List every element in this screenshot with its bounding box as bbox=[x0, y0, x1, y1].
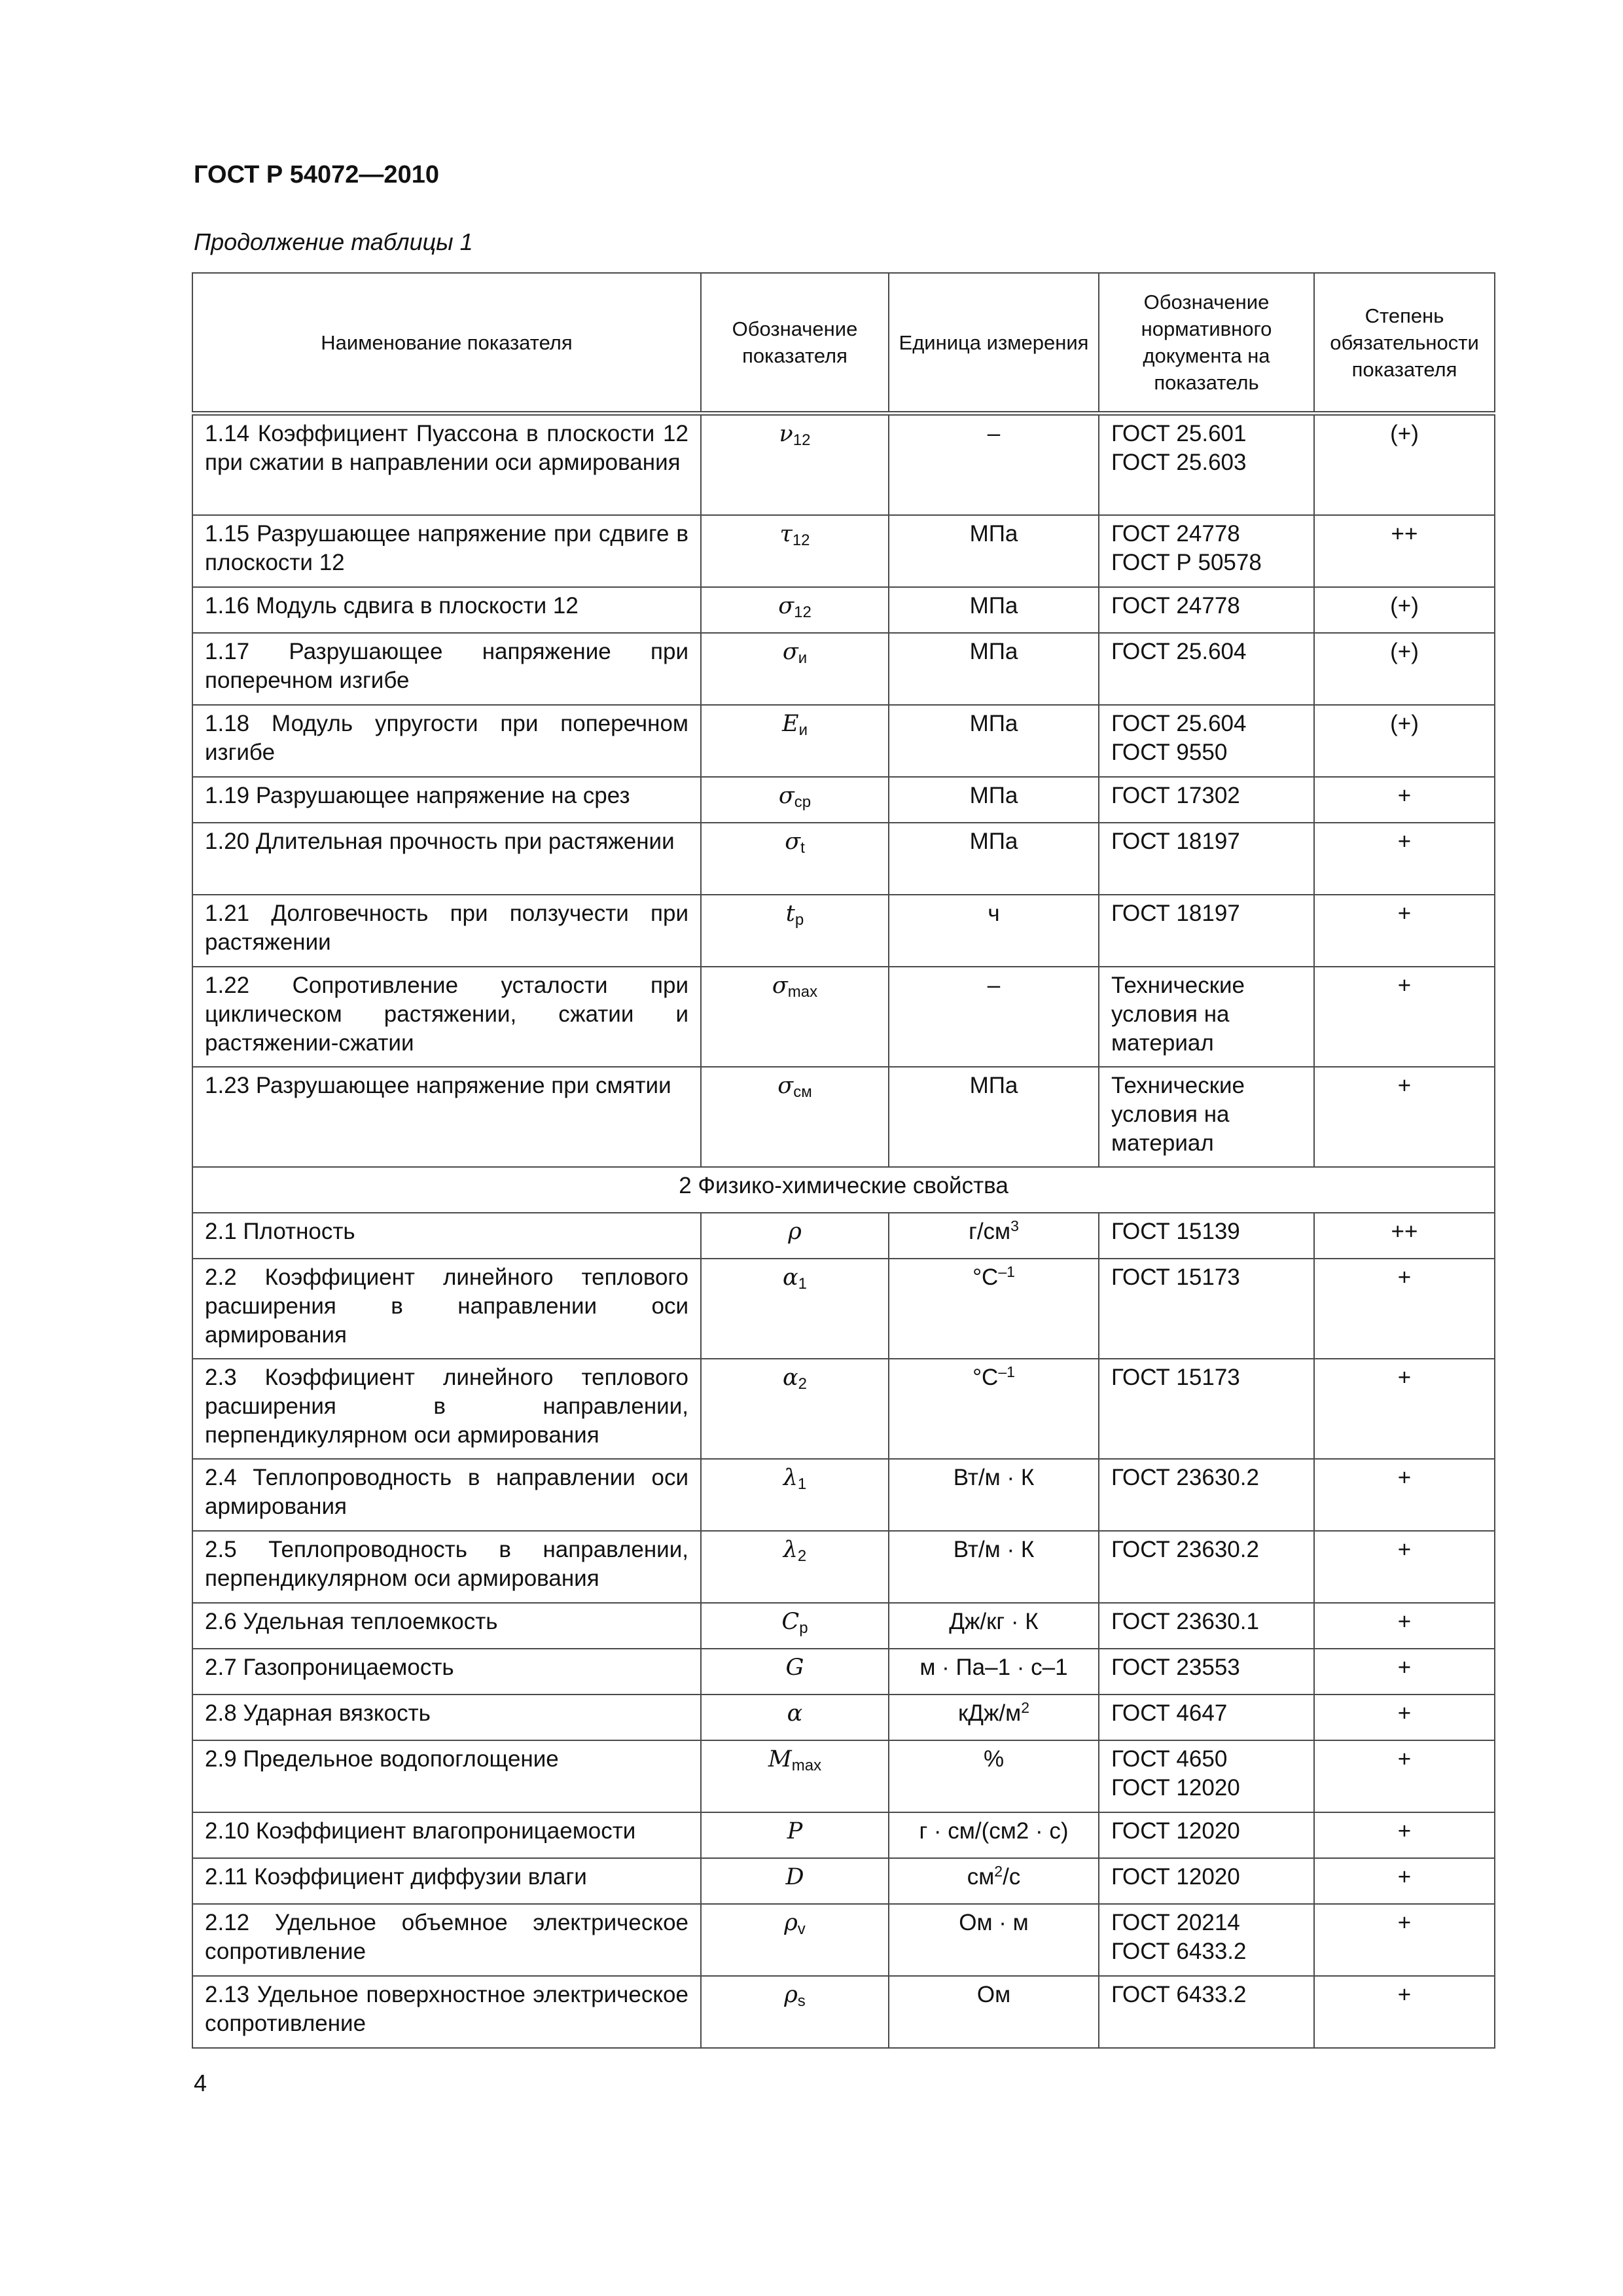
obligation-degree: + bbox=[1314, 1459, 1495, 1531]
indicator-symbol bbox=[701, 895, 889, 967]
symbol-base: D bbox=[785, 1863, 804, 1890]
indicator-name: 1.15 Разрушающее напряжение при сдвиге в плоскости 12 bbox=[192, 515, 701, 587]
symbol-base: t bbox=[785, 900, 795, 927]
indicator-name: 2.4 Теплопроводность в направлении оси армирования bbox=[192, 1459, 701, 1531]
standard-docs bbox=[1099, 1603, 1314, 1649]
symbol-base: α bbox=[783, 1264, 798, 1291]
unit-cell bbox=[889, 1213, 1099, 1259]
section-row bbox=[192, 1167, 1495, 1213]
standard-docs bbox=[1099, 823, 1314, 895]
table-row bbox=[192, 414, 1495, 515]
obligation-degree: + bbox=[1314, 1649, 1495, 1695]
standard-doc: ГОСТ 15173 bbox=[1111, 1264, 1240, 1290]
indicator-name: 1.21 Долговечность при ползучести при растяжении bbox=[192, 895, 701, 967]
unit-cell bbox=[889, 895, 1099, 967]
indicator-name: 2.8 Ударная вязкость bbox=[192, 1695, 701, 1740]
unit-text: МПа bbox=[969, 638, 1018, 664]
unit-cell bbox=[889, 414, 1099, 515]
standard-docs bbox=[1099, 633, 1314, 705]
unit-text: МПа bbox=[969, 592, 1018, 619]
unit-cell bbox=[889, 1531, 1099, 1603]
standard-docs bbox=[1099, 1740, 1314, 1812]
unit-text: МПа bbox=[969, 710, 1018, 736]
standard-doc: ГОСТ 20214 bbox=[1111, 1909, 1240, 1935]
indicator-symbol bbox=[701, 1858, 889, 1904]
obligation-degree: + bbox=[1314, 1904, 1495, 1976]
properties-table bbox=[192, 272, 1495, 2049]
unit-text: – bbox=[987, 972, 1001, 998]
obligation-degree: + bbox=[1314, 1976, 1495, 2048]
standard-doc: ГОСТ 6433.2 bbox=[1111, 1938, 1247, 1964]
indicator-name: 2.3 Коэффициент линейного теплового расширения в направлении, перпендикулярном оси армирования bbox=[192, 1359, 701, 1459]
indicator-symbol bbox=[701, 705, 889, 777]
table-row bbox=[192, 967, 1495, 1067]
indicator-name: 1.22 Сопротивление усталости при циклическом растяжении, сжатии и растяжении-сжатии bbox=[192, 967, 701, 1067]
standard-doc: ГОСТ 23630.2 bbox=[1111, 1464, 1259, 1490]
column-header-symbol: Обозначение показателя bbox=[701, 273, 889, 414]
table-row bbox=[192, 633, 1495, 705]
obligation-degree: (+) bbox=[1314, 587, 1495, 633]
indicator-symbol bbox=[701, 1359, 889, 1459]
symbol-base: λ bbox=[783, 1536, 798, 1563]
table-row bbox=[192, 1740, 1495, 1812]
symbol-subscript: 1 bbox=[798, 1274, 807, 1293]
indicator-symbol bbox=[701, 1459, 889, 1531]
unit-cell bbox=[889, 1259, 1099, 1359]
table-row bbox=[192, 1531, 1495, 1603]
unit-cell bbox=[889, 705, 1099, 777]
unit-exponent: 3 bbox=[1010, 1217, 1019, 1234]
standard-doc: ГОСТ 4647 bbox=[1111, 1700, 1228, 1726]
obligation-degree: + bbox=[1314, 823, 1495, 895]
standard-doc: ГОСТ 12020 bbox=[1111, 1863, 1240, 1890]
unit-text: МПа bbox=[969, 828, 1018, 854]
symbol-base: σ bbox=[777, 1072, 794, 1099]
standard-docs bbox=[1099, 1695, 1314, 1740]
standard-doc: ГОСТ 6433.2 bbox=[1111, 1981, 1247, 2007]
unit-text: м · Па–1 · с–1 bbox=[919, 1654, 1068, 1680]
indicator-name: 1.16 Модуль сдвига в плоскости 12 bbox=[192, 587, 701, 633]
standard-doc: ГОСТ 25.604 bbox=[1111, 710, 1247, 736]
table-row bbox=[192, 515, 1495, 587]
symbol-base: α bbox=[787, 1700, 803, 1727]
unit-text: ч bbox=[988, 900, 1000, 926]
standard-docs bbox=[1099, 1649, 1314, 1695]
symbol-subscript: 2 bbox=[797, 1547, 807, 1565]
symbol-subscript: и bbox=[798, 721, 808, 739]
unit-exponent: 2 bbox=[1021, 1698, 1029, 1716]
standard-doc: ГОСТ 23630.2 bbox=[1111, 1536, 1259, 1562]
obligation-degree: + bbox=[1314, 1603, 1495, 1649]
unit-exponent: 2 bbox=[994, 1862, 1003, 1880]
standard-doc: ГОСТ 23553 bbox=[1111, 1654, 1240, 1680]
indicator-name: 2.5 Теплопроводность в направлении, перпендикулярном оси армирования bbox=[192, 1531, 701, 1603]
symbol-subscript: 12 bbox=[792, 531, 810, 549]
standard-docs bbox=[1099, 1858, 1314, 1904]
obligation-degree: + bbox=[1314, 1259, 1495, 1359]
obligation-degree: + bbox=[1314, 1531, 1495, 1603]
table-row bbox=[192, 1603, 1495, 1649]
unit-cell bbox=[889, 777, 1099, 823]
standard-doc: ГОСТ 18197 bbox=[1111, 900, 1240, 926]
table-row bbox=[192, 1858, 1495, 1904]
symbol-subscript: 1 bbox=[797, 1475, 807, 1493]
document-code: ГОСТ Р 54072—2010 bbox=[194, 161, 439, 188]
table-row bbox=[192, 1359, 1495, 1459]
unit-text: Ом · м bbox=[959, 1909, 1029, 1935]
indicator-symbol bbox=[701, 1259, 889, 1359]
table-body bbox=[192, 414, 1495, 2048]
obligation-degree: + bbox=[1314, 967, 1495, 1067]
unit-text: г · см/(см2 · с) bbox=[919, 1818, 1069, 1844]
standard-doc: ГОСТ 12020 bbox=[1111, 1818, 1240, 1844]
table-row bbox=[192, 1649, 1495, 1695]
unit-cell bbox=[889, 515, 1099, 587]
table-row bbox=[192, 1976, 1495, 2048]
standard-docs bbox=[1099, 1459, 1314, 1531]
unit-cell bbox=[889, 1858, 1099, 1904]
symbol-base: τ bbox=[779, 520, 793, 547]
symbol-subscript: s bbox=[797, 1992, 806, 2010]
symbol-subscript: t bbox=[800, 838, 805, 857]
standard-doc: ГОСТ 9550 bbox=[1111, 739, 1228, 765]
obligation-degree: + bbox=[1314, 895, 1495, 967]
symbol-base: M bbox=[768, 1746, 792, 1772]
unit-text: МПа bbox=[969, 782, 1018, 808]
standard-doc: ГОСТ 4650 bbox=[1111, 1746, 1228, 1772]
standard-docs bbox=[1099, 705, 1314, 777]
unit-text: °С bbox=[972, 1264, 999, 1290]
indicator-name: 2.6 Удельная теплоемкость bbox=[192, 1603, 701, 1649]
table-row bbox=[192, 777, 1495, 823]
section-title: 2 Физико-химические свойства bbox=[192, 1167, 1495, 1213]
indicator-symbol bbox=[701, 1531, 889, 1603]
indicator-name: 1.23 Разрушающее напряжение при смятии bbox=[192, 1067, 701, 1167]
standard-doc: ГОСТ 17302 bbox=[1111, 782, 1240, 808]
table-row bbox=[192, 895, 1495, 967]
unit-cell bbox=[889, 1603, 1099, 1649]
unit-text: Дж/кг · К bbox=[949, 1608, 1039, 1634]
symbol-subscript: 12 bbox=[793, 431, 811, 449]
unit-text: – bbox=[987, 421, 1001, 446]
unit-text: МПа bbox=[969, 1072, 1018, 1098]
unit-cell bbox=[889, 1359, 1099, 1459]
indicator-symbol bbox=[701, 587, 889, 633]
standard-docs bbox=[1099, 895, 1314, 967]
obligation-degree: (+) bbox=[1314, 633, 1495, 705]
obligation-degree: ++ bbox=[1314, 1213, 1495, 1259]
indicator-symbol bbox=[701, 823, 889, 895]
standard-doc: ГОСТ 15173 bbox=[1111, 1364, 1240, 1390]
unit-cell bbox=[889, 967, 1099, 1067]
symbol-subscript: max bbox=[787, 982, 818, 1001]
table-row bbox=[192, 705, 1495, 777]
unit-text: % bbox=[983, 1746, 1005, 1772]
symbol-subscript: см bbox=[793, 1083, 812, 1101]
unit-text: МПа bbox=[969, 520, 1018, 547]
table-row bbox=[192, 587, 1495, 633]
unit-cell bbox=[889, 633, 1099, 705]
indicator-name: 1.14 Коэффициент Пуассона в плоскости 12 при сжатии в направлении оси армирования bbox=[192, 414, 701, 515]
standard-doc: ГОСТ 15139 bbox=[1111, 1218, 1240, 1244]
standard-docs bbox=[1099, 1359, 1314, 1459]
symbol-subscript: 12 bbox=[794, 603, 812, 621]
standard-docs bbox=[1099, 777, 1314, 823]
standard-docs bbox=[1099, 1213, 1314, 1259]
indicator-name: 2.1 Плотность bbox=[192, 1213, 701, 1259]
standard-docs bbox=[1099, 1259, 1314, 1359]
table-row bbox=[192, 1259, 1495, 1359]
indicator-symbol bbox=[701, 1603, 889, 1649]
symbol-base: E bbox=[782, 710, 799, 737]
symbol-subscript: 2 bbox=[798, 1374, 807, 1393]
indicator-symbol bbox=[701, 1904, 889, 1976]
obligation-degree: + bbox=[1314, 1740, 1495, 1812]
indicator-name: 2.7 Газопроницаемость bbox=[192, 1649, 701, 1695]
unit-text: см bbox=[967, 1863, 995, 1890]
obligation-degree: ++ bbox=[1314, 515, 1495, 587]
unit-cell bbox=[889, 1459, 1099, 1531]
standard-doc: ГОСТ Р 50578 bbox=[1111, 549, 1262, 575]
unit-text: Вт/м · К bbox=[953, 1536, 1035, 1562]
symbol-subscript: v bbox=[797, 1920, 806, 1938]
column-header-name: Наименование показателя bbox=[192, 273, 701, 414]
standard-doc: Технические условия на материал bbox=[1111, 972, 1245, 1056]
page-number: 4 bbox=[194, 2070, 207, 2096]
unit-cell bbox=[889, 1740, 1099, 1812]
indicator-name: 1.19 Разрушающее напряжение на срез bbox=[192, 777, 701, 823]
symbol-base: C bbox=[781, 1608, 800, 1635]
column-header-degree: Степень обязательности показателя bbox=[1314, 273, 1495, 414]
indicator-symbol bbox=[701, 1067, 889, 1167]
table-row bbox=[192, 1904, 1495, 1976]
symbol-base: σ bbox=[772, 972, 788, 999]
indicator-name: 1.17 Разрушающее напряжение при поперечном изгибе bbox=[192, 633, 701, 705]
indicator-symbol bbox=[701, 1695, 889, 1740]
indicator-name: 1.18 Модуль упругости при поперечном изгибе bbox=[192, 705, 701, 777]
standard-doc: Технические условия на материал bbox=[1111, 1072, 1245, 1156]
symbol-base: G bbox=[785, 1654, 804, 1681]
unit-cell bbox=[889, 1695, 1099, 1740]
standard-doc: ГОСТ 24778 bbox=[1111, 592, 1240, 619]
table-caption: Продолжение таблицы 1 bbox=[194, 228, 473, 255]
standard-docs bbox=[1099, 587, 1314, 633]
unit-cell bbox=[889, 1067, 1099, 1167]
table-row bbox=[192, 1067, 1495, 1167]
standard-docs bbox=[1099, 1904, 1314, 1976]
table-row bbox=[192, 1213, 1495, 1259]
symbol-subscript: р bbox=[794, 910, 804, 929]
standard-docs bbox=[1099, 1067, 1314, 1167]
symbol-base: ρ bbox=[784, 1981, 798, 2008]
symbol-base: λ bbox=[783, 1464, 798, 1491]
unit-text: Вт/м · К bbox=[953, 1464, 1035, 1490]
obligation-degree: + bbox=[1314, 777, 1495, 823]
indicator-symbol bbox=[701, 967, 889, 1067]
table-row bbox=[192, 1459, 1495, 1531]
symbol-base: α bbox=[783, 1364, 798, 1391]
unit-cell bbox=[889, 1976, 1099, 2048]
standard-doc: ГОСТ 25.601 bbox=[1111, 421, 1247, 446]
obligation-degree: (+) bbox=[1314, 414, 1495, 515]
symbol-base: P bbox=[787, 1818, 803, 1844]
standard-docs bbox=[1099, 515, 1314, 587]
obligation-degree: + bbox=[1314, 1359, 1495, 1459]
unit-text: г/см bbox=[969, 1218, 1011, 1244]
symbol-base: ρ bbox=[784, 1909, 798, 1936]
indicator-name: 2.2 Коэффициент линейного теплового расширения в направлении оси армирования bbox=[192, 1259, 701, 1359]
symbol-subscript: max bbox=[791, 1756, 822, 1774]
obligation-degree: (+) bbox=[1314, 705, 1495, 777]
unit-exponent: –1 bbox=[998, 1363, 1015, 1380]
indicator-symbol bbox=[701, 1976, 889, 2048]
indicator-symbol bbox=[701, 1740, 889, 1812]
unit-cell bbox=[889, 823, 1099, 895]
symbol-subscript: p bbox=[799, 1619, 808, 1637]
standard-docs bbox=[1099, 1531, 1314, 1603]
standard-doc: ГОСТ 25.603 bbox=[1111, 450, 1247, 475]
symbol-base: σ bbox=[778, 782, 794, 809]
symbol-base: ρ bbox=[788, 1218, 802, 1245]
indicator-symbol bbox=[701, 633, 889, 705]
standard-docs bbox=[1099, 1976, 1314, 2048]
indicator-symbol bbox=[701, 1812, 889, 1858]
table-header-row bbox=[192, 273, 1495, 414]
obligation-degree: + bbox=[1314, 1695, 1495, 1740]
indicator-name: 2.13 Удельное поверхностное электрическое сопротивление bbox=[192, 1976, 701, 2048]
table-row bbox=[192, 1695, 1495, 1740]
standard-docs bbox=[1099, 967, 1314, 1067]
unit-cell bbox=[889, 1904, 1099, 1976]
symbol-base: σ bbox=[785, 828, 801, 855]
unit-text: кДж/м bbox=[957, 1700, 1022, 1726]
unit-text: °С bbox=[972, 1364, 999, 1390]
standard-doc: ГОСТ 24778 bbox=[1111, 520, 1240, 547]
unit-tail: /с bbox=[1003, 1863, 1021, 1890]
indicator-name: 2.9 Предельное водопоглощение bbox=[192, 1740, 701, 1812]
indicator-symbol bbox=[701, 777, 889, 823]
indicator-name: 2.11 Коэффициент диффузии влаги bbox=[192, 1858, 701, 1904]
symbol-subscript: и bbox=[798, 649, 808, 667]
indicator-symbol bbox=[701, 414, 889, 515]
indicator-symbol bbox=[701, 515, 889, 587]
indicator-name: 2.10 Коэффициент влагопроницаемости bbox=[192, 1812, 701, 1858]
unit-cell bbox=[889, 1649, 1099, 1695]
column-header-standard: Обозначение нормативного документа на показатель bbox=[1099, 273, 1314, 414]
indicator-symbol bbox=[701, 1213, 889, 1259]
unit-exponent: –1 bbox=[998, 1263, 1015, 1280]
standard-doc: ГОСТ 25.604 bbox=[1111, 638, 1247, 664]
obligation-degree: + bbox=[1314, 1812, 1495, 1858]
symbol-base: σ bbox=[778, 592, 794, 619]
table-row bbox=[192, 1812, 1495, 1858]
standard-doc: ГОСТ 18197 bbox=[1111, 828, 1240, 854]
standard-doc: ГОСТ 23630.1 bbox=[1111, 1608, 1259, 1634]
table-row bbox=[192, 823, 1495, 895]
column-header-unit: Единица измерения bbox=[889, 273, 1099, 414]
indicator-name: 2.12 Удельное объемное электрическое сопротивление bbox=[192, 1904, 701, 1976]
obligation-degree: + bbox=[1314, 1067, 1495, 1167]
obligation-degree: + bbox=[1314, 1858, 1495, 1904]
standard-docs bbox=[1099, 1812, 1314, 1858]
unit-cell bbox=[889, 1812, 1099, 1858]
unit-cell bbox=[889, 587, 1099, 633]
indicator-symbol bbox=[701, 1649, 889, 1695]
indicator-name: 1.20 Длительная прочность при растяжении bbox=[192, 823, 701, 895]
symbol-base: σ bbox=[782, 638, 798, 665]
symbol-base: ν bbox=[779, 421, 793, 447]
symbol-subscript: ср bbox=[794, 793, 812, 811]
unit-text: Ом bbox=[976, 1981, 1011, 2007]
standard-doc: ГОСТ 12020 bbox=[1111, 1774, 1240, 1801]
standard-docs bbox=[1099, 414, 1314, 515]
